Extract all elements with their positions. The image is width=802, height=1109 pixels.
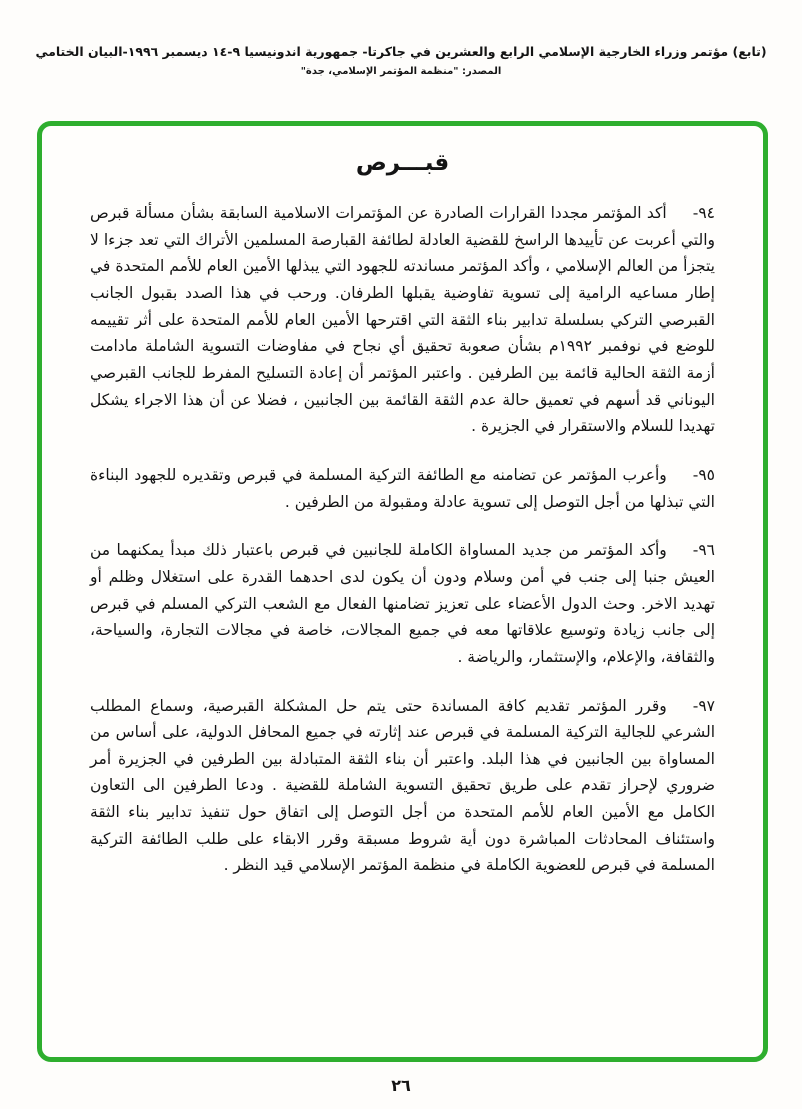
paragraph-text: وأعرب المؤتمر عن تضامنه مع الطائفة التركية المسلمة في قبرص وتقديره للجهود البناءة التي تبذلها من أجل التوصل إلى تسوية عادلة ومقبولة من الطرفين . [90, 465, 715, 511]
page-footer [0, 1076, 802, 1095]
paragraph-number: ٩٤- [692, 204, 715, 222]
paragraph-number: ٩٦- [692, 541, 715, 560]
header-source-line: المصدر: "منظمة المؤتمر الإسلامي، جدة" [300, 66, 502, 77]
paragraph-text: أكد المؤتمر مجددا القرارات الصادرة عن المؤتمرات الاسلامية السابقة بشأن مسألة قبرص والتي أعربت عن تأييدها الراسخ للقضية العادلة لطائفة القبارصة المسلمين الأتراك التي تعد جزءا لا يتجزأ من العالم الإسلامي ، وأكد المؤتمر مساندته للجهود التي يبذلها الأمين العام للأمم المتحدة في إطار مساعيه الرامية إلى تسوية تفاوضية يقبلها الطرفان. ورحب في هذا الصدد بقبول الجانب القبرصي التركي بسلسلة تدابير بناء الثقة التي اقترحها الأمين العام للأمم المتحدة على أثر تقييمه للوضع في نوفمبر ١٩٩٢م بشأن صعوبة تحقيق أي نجاح في مفاوضات التسوية الشاملة مادامت أزمة الثقة الحالية قائمة بين الطرفين . واعتبر المؤتمر أن إعادة التسليح المفرط للجانب القبرصي اليوناني قد أسهم في تعميق حالة عدم الثقة القائمة بين الجانبين ، فضلا عن أن هذا الاجراء يشكل تهديدا للسلام والاستقرار في الجزيرة . [90, 204, 715, 436]
document-header [0, 44, 802, 77]
document-body [90, 150, 715, 1045]
page-number: ٢٦ [391, 1076, 411, 1095]
paragraph-96 [90, 537, 715, 670]
paragraph-number: ٩٧- [692, 696, 715, 715]
content-frame [37, 121, 768, 1062]
paragraph-94 [90, 200, 715, 440]
paragraph-97 [90, 693, 715, 880]
paragraph-text: وأكد المؤتمر من جديد المساواة الكاملة للجانبين في قبرص باعتبار ذلك مبدأ يمكنهما من العيش جنبا إلى جنب في أمن وسلام ودون أن يكون لدى احدهما القدرة على استغلال وظلم أو تهديد الاخر. وحث الدول الأعضاء على تعزيز تضامنها الفعال مع الشعب التركي المسلم في قبرص إلى جانب زيادة وتوسيع علاقاتها معه في جميع المجالات، خاصة في مجالات التجارة، والسياحة، والثقافة، والإعلام، والإستثمار، والرياضة . [90, 541, 715, 666]
paragraph-number: ٩٥- [692, 465, 715, 484]
section-title: قبـــرص [355, 150, 450, 176]
paragraph-95 [90, 462, 715, 515]
paragraph-text: وقرر المؤتمر تقديم كافة المساندة حتى يتم حل المشكلة القبرصية، وسماع المطلب الشرعي للجالية التركية المسلمة في قبرص عند إثارته في جميع المحافل الدولية، على أساس من المساواة بين الجانبين في هذا البلد. واعتبر أن بناء الثقة المتبادلة بين الطرفين في الجزيرة أمر ضروري لإحراز تقدم على طريق تحقيق التسوية الشاملة للقضية . ودعا الطرفين الى التعاون الكامل مع الأمين العام للأمم المتحدة من أجل التوصل إلى اتفاق حول تنفيذ تدابير بناء الثقة واستئناف المحادثات المباشرة دون أية شروط مسبقة وقرر الابقاء على طلب الطائفة التركية المسلمة في قبرص للعضوية الكاملة في منظمة المؤتمر الإسلامي قيد النظر . [90, 696, 715, 875]
header-conference-title: (تابع) مؤتمر وزراء الخارجية الإسلامي الرابع والعشرين في جاكرتا- جمهورية اندونيسيا ٩-١٤ ديسمبر ١٩٩٦-البيان الختامي [35, 44, 767, 59]
